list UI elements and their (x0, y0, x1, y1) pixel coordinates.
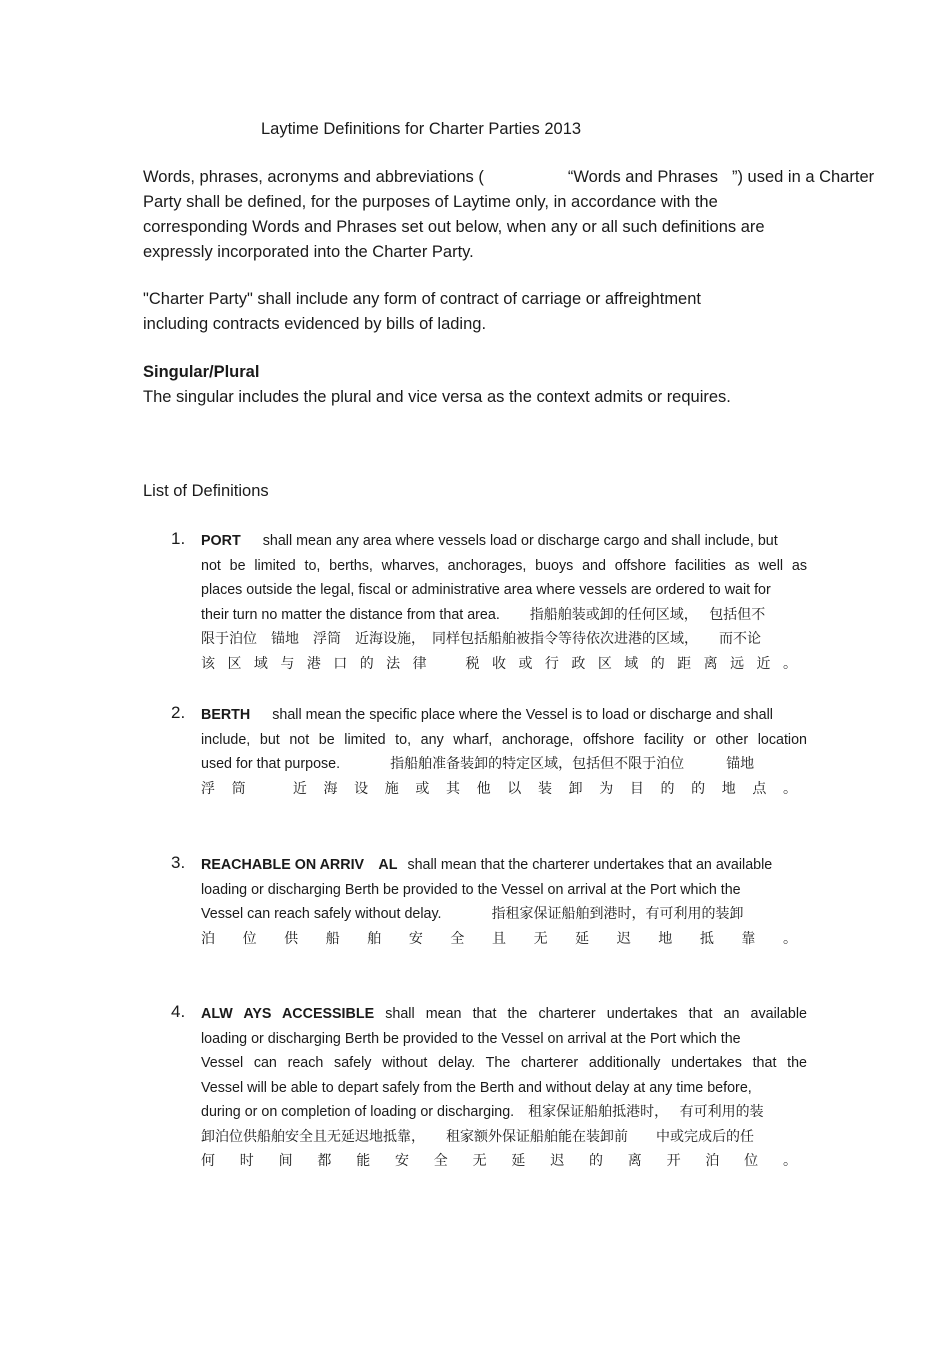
document-title: Laytime Definitions for Charter Parties 2013 (261, 120, 582, 138)
definition-number: 1. (171, 529, 186, 548)
definition-line: Vessel will be able to depart safely from the Berth and without delay at any time before, (201, 1079, 752, 1096)
definition-chinese: 何 时 间 都 能 安 全 无 延 迟 的 离 开 泊 位 。 (201, 1153, 797, 1169)
definition-term: PORT (201, 533, 241, 549)
list-of-definitions-heading: List of Definitions (143, 482, 269, 500)
definition-line: loading or discharging Berth be provided to the Vessel on arrival at the Port which the (201, 1030, 741, 1047)
intro-line-1a: Words, phrases, acronyms and abbreviations ( (143, 168, 484, 186)
definition-number: 3. (171, 853, 186, 872)
definition-port (201, 529, 807, 676)
definition-text: shall mean that the charterer undertakes that an available (385, 1006, 807, 1022)
definition-text: shall mean that the charterer undertakes that an available (407, 857, 773, 873)
definition-line (201, 853, 807, 878)
definition-chinese: 租家保证船舶抵港时， 有可利用的装 (528, 1104, 764, 1120)
definition-line: places outside the legal, fiscal or administrative area where vessels are ordered to wait for (201, 582, 771, 598)
intro-line-4: expressly incorporated into the Charter Party. (143, 243, 474, 261)
singular-plural-text: The singular includes the plural and vice versa as the context admits or requires. (143, 388, 731, 406)
definition-term: BERTH (201, 707, 251, 723)
definition-chinese: 泊 位 供 船 舶 安 全 且 无 延 迟 地 抵 靠 。 (201, 930, 797, 947)
definition-reachable-on-arrival (201, 853, 807, 951)
charter-party-line-1: "Charter Party" shall include any form of contract of carriage or affreightment (143, 290, 701, 308)
intro-line-2: Party shall be defined, for the purposes of Laytime only, in accordance with the (143, 193, 718, 211)
definition-berth (201, 703, 807, 801)
definition-term: ALW AYS ACCESSIBLE (201, 1006, 375, 1022)
definition-text: Vessel can reach safely without delay. (201, 906, 442, 922)
definition-line (201, 1100, 807, 1125)
definition-line: loading or discharging Berth be provided to the Vessel on arrival at the Port which the (201, 881, 741, 898)
definition-line (201, 752, 807, 777)
definition-line (201, 529, 807, 554)
definition-line: include, but not be limited to, any wharf, anchorage, offshore facility or other location (201, 731, 807, 748)
definition-chinese: 指船舶准备装卸的特定区域，包括但不限于泊位 锚地 (390, 756, 755, 772)
definition-line (201, 1002, 807, 1027)
definition-chinese: 卸泊位供船舶安全且无延迟地抵靠， 租家额外保证船舶能在装卸前 中或完成后的任 (201, 1128, 754, 1145)
intro-line-3: corresponding Words and Phrases set out below, when any or all such definitions are (143, 218, 765, 236)
definition-line (201, 603, 807, 628)
definition-term: REACHABLE ON ARRIV AL (201, 857, 398, 873)
charter-party-paragraph (143, 287, 701, 337)
definition-text: their turn no matter the distance from that area. (201, 606, 500, 623)
definition-line: not be limited to, berths, wharves, anchorages, buoys and offshore facilities as well as (201, 557, 807, 574)
definition-text: used for that purpose. (201, 756, 341, 772)
definition-chinese: 浮 筒 近 海 设 施 或 其 他 以 装 卸 为 目 的 的 地 点 。 (201, 780, 797, 797)
definition-chinese: 指船舶装或卸的任何区域， 包括但不 (529, 606, 766, 623)
definition-text: shall mean any area where vessels load or discharge cargo and shall include, but (262, 533, 778, 549)
intro-line-1c: ”) used in a Charter (731, 168, 875, 186)
definition-line (201, 902, 807, 927)
charter-party-line-2: including contracts evidenced by bills of lading. (143, 315, 487, 333)
definition-text: during or on completion of loading or discharging. (201, 1104, 515, 1120)
definition-chinese: 限于泊位 锚地 浮筒 近海设施， 同样包括船舶被指令等待依次进港的区域， 而不论 (201, 631, 761, 647)
definition-number: 2. (171, 703, 186, 722)
definition-always-accessible (201, 1002, 807, 1174)
definition-chinese: 该 区 域 与 港 口 的 法 律 税 收 或 行 政 区 域 的 距 离 远 近 。 (201, 655, 797, 672)
definition-number: 4. (171, 1002, 186, 1021)
definition-line (201, 703, 807, 728)
intro-line-1b: “Words and Phrases (567, 168, 718, 186)
definition-text: shall mean the specific place where the Vessel is to load or discharge and shall (272, 707, 773, 723)
definition-line: Vessel can reach safely without delay. The charterer additionally undertakes that the (201, 1055, 807, 1071)
intro-paragraph (143, 165, 874, 265)
singular-plural-heading: Singular/Plural (143, 363, 260, 381)
definition-chinese: 指租家保证船舶到港时，有可利用的装卸 (491, 906, 744, 922)
